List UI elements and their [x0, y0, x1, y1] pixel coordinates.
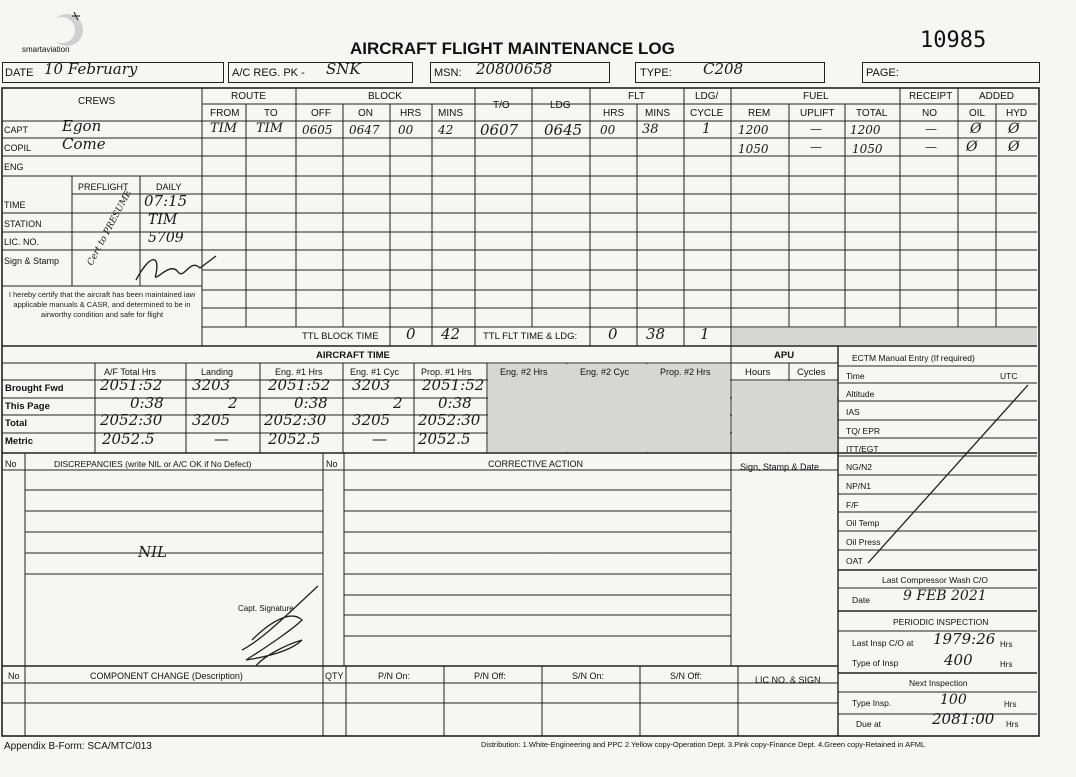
comp-desc-header: COMPONENT CHANGE (Description) — [90, 671, 243, 681]
this-page-label: This Page — [5, 401, 50, 412]
tot-prop1: 2052:30 — [418, 411, 481, 429]
tp-eng1-hrs: 0:38 — [294, 394, 328, 412]
comp-pn-off-header: P/N Off: — [474, 671, 506, 681]
apu-hours-header: Hours — [745, 367, 771, 378]
ectm-ff: F/F — [846, 500, 859, 510]
bf-prop1: 2051:52 — [422, 376, 485, 394]
aircraft-time-title: AIRCRAFT TIME — [316, 350, 390, 361]
corrective-no-header: No — [326, 459, 338, 469]
uplift-header: UPLIFT — [800, 108, 835, 119]
row1-to: TIM — [256, 121, 284, 136]
last-insp-hrs: Hrs — [1000, 640, 1013, 649]
met-prop1: 2052.5 — [418, 430, 471, 448]
station-value: TIM — [148, 212, 178, 228]
brought-fwd-label: Brought Fwd — [5, 383, 64, 394]
due-at-value: 2081:00 — [932, 710, 995, 728]
flt-header: FLT — [628, 91, 646, 102]
last-insp-label: Last Insp C/O at — [852, 638, 914, 648]
met-landing: — — [214, 430, 229, 448]
due-at-label: Due at — [856, 719, 882, 729]
receipt-header: RECEIPT — [909, 91, 953, 102]
row1-oil: Ø — [970, 121, 982, 137]
off-header: OFF — [311, 108, 331, 119]
ttl-ldg: 1 — [700, 325, 710, 343]
on-header: ON — [358, 108, 373, 119]
comp-sn-off-header: S/N Off: — [670, 671, 702, 681]
sign-stamp-date-header: Sign, Stamp & Date — [740, 462, 820, 472]
row2-uplift: — — [810, 140, 822, 154]
met-af: 2052.5 — [102, 430, 155, 448]
periodic-title: PERIODIC INSPECTION — [893, 617, 989, 627]
total-header: TOTAL — [856, 108, 888, 119]
ttl-block-mins: 42 — [441, 325, 461, 343]
row2-oil: Ø — [966, 139, 978, 155]
ectm-oil-press: Oil Press — [846, 537, 881, 547]
tp-prop1: 0:38 — [438, 394, 472, 412]
lic-value: 5709 — [148, 230, 184, 246]
landing-header: LDG — [550, 100, 571, 111]
stamp-text: Cert to PRESUME — [85, 188, 135, 268]
date-value: 10 February — [44, 60, 138, 78]
date-label: DATE — [5, 67, 34, 79]
to-header: TO — [264, 108, 278, 119]
total-label: Total — [5, 418, 27, 429]
bf-landing: 3203 — [192, 376, 231, 394]
capt-signature-label: Capt. Signature — [238, 604, 294, 613]
time-value: 07:15 — [144, 192, 188, 210]
col-prop2-hrs: Prop. #2 Hrs — [660, 367, 711, 377]
ectm-altitude: Altitude — [846, 389, 875, 399]
ectm-itt: ITT/EGT — [846, 444, 879, 454]
col-eng2-cyc: Eng. #2 Cyc — [580, 367, 630, 377]
row1-landing: 0645 — [544, 121, 583, 139]
bf-eng1-cyc: 3203 — [352, 376, 391, 394]
capt-label: CAPT — [4, 125, 29, 135]
row1-receipt: — — [925, 122, 937, 136]
captain-signature-icon — [232, 580, 324, 672]
col-landing: Landing — [201, 367, 234, 377]
comp-qty-header: QTY — [325, 671, 344, 681]
lic-label: LIC. NO. — [4, 237, 40, 247]
copil-value: Come — [62, 135, 106, 153]
copil-label: COPIL — [4, 143, 32, 153]
col-af-total: A/F Total Hrs — [104, 367, 156, 377]
tot-eng1-cyc: 3205 — [352, 411, 391, 429]
type-insp-label: Type of Insp — [852, 658, 899, 668]
block-header: BLOCK — [368, 91, 402, 102]
col-prop1-hrs: Prop. #1 Hrs — [421, 367, 472, 377]
receipt-no-header: NO — [922, 108, 937, 119]
tp-landing: 2 — [228, 394, 238, 412]
daily-label: DAILY — [156, 182, 182, 192]
next-insp-title: Next Inspection — [909, 678, 968, 688]
bf-eng1-hrs: 2051:52 — [268, 376, 331, 394]
wash-title: Last Compressor Wash C/O — [882, 575, 988, 585]
ttl-flt-label: TTL FLT TIME & LDG: — [483, 331, 578, 342]
preflight-label: PREFLIGHT — [78, 182, 129, 192]
met-eng1-hrs: 2052.5 — [268, 430, 321, 448]
tp-eng1-cyc: 2 — [393, 394, 403, 412]
row1-uplift: — — [810, 122, 822, 136]
eng-label: ENG — [4, 162, 24, 172]
takeoff-header: T/O — [493, 100, 510, 111]
ectm-utc-label: UTC — [1000, 371, 1018, 381]
crews-header: CREWS — [78, 96, 116, 107]
ectm-oat: OAT — [846, 556, 863, 566]
comp-no-header: No — [8, 671, 20, 681]
col-eng1-hrs: Eng. #1 Hrs — [275, 367, 323, 377]
row2-rem: 1050 — [738, 142, 769, 156]
row1-mins: 42 — [438, 123, 454, 137]
metric-label: Metric — [5, 436, 33, 447]
type-insp-hrs: Hrs — [1000, 660, 1013, 669]
wash-date-value: 9 FEB 2021 — [903, 588, 987, 604]
wash-date-label: Date — [852, 595, 870, 605]
page-label: PAGE: — [866, 67, 899, 79]
added-header: ADDED — [979, 91, 1015, 102]
logo-text: smartaviation — [22, 45, 70, 54]
row1-from: TIM — [210, 121, 238, 136]
ectm-oil-temp: Oil Temp — [846, 518, 880, 528]
row1-cycle: 1 — [702, 121, 711, 137]
row1-rem: 1200 — [738, 123, 769, 137]
due-at-hrs: Hrs — [1006, 720, 1019, 729]
sign-stamp-label: Sign & Stamp — [4, 256, 60, 266]
ectm-title: ECTM Manual Entry (If required) — [852, 353, 975, 363]
rem-header: REM — [748, 108, 771, 119]
ectm-ng: NG/N2 — [846, 462, 872, 472]
acreg-value: SNK — [326, 60, 361, 78]
tot-landing: 3205 — [192, 411, 231, 429]
type-insp-value: 400 — [944, 651, 973, 669]
ectm-np: NP/N1 — [846, 481, 872, 491]
row2-receipt: — — [925, 140, 937, 154]
ldg-header: LDG/ — [695, 91, 719, 102]
col-eng1-cyc: Eng. #1 Cyc — [350, 367, 400, 377]
row1-hyd: Ø — [1008, 121, 1020, 137]
form-number: Appendix B-Form: SCA/MTC/013 — [4, 741, 152, 752]
col-eng2-hrs: Eng. #2 Hrs — [500, 367, 548, 377]
last-insp-value: 1979:26 — [933, 630, 996, 648]
serial-number: 10985 — [920, 28, 987, 53]
distribution-note: Distribution: 1.White-Engineering and PPC 2.Yellow copy-Operation Dept. 3.Pink copy-Finance Dept. 4.Green copy-Retained in AFML — [481, 740, 926, 749]
preflight-signature-icon — [130, 250, 220, 290]
ectm-tq: TQ/ EPR — [846, 426, 881, 436]
type-label: TYPE: — [640, 67, 672, 79]
row1-takeoff: 0607 — [480, 121, 519, 139]
from-header: FROM — [210, 108, 240, 119]
disc-no-header: No — [5, 459, 17, 469]
mins-header: MINS — [438, 108, 463, 119]
certification-text: I hereby certify that the aircraft has been maintained iaw applicable manuals & CASR, and determined to be in airworthy condition and safe for flight — [8, 290, 196, 319]
hrs-header: HRS — [400, 108, 422, 119]
row1-total: 1200 — [850, 123, 881, 137]
msn-value: 20800658 — [476, 60, 553, 78]
type-value: C208 — [703, 60, 744, 78]
corrective-entry: — — [540, 543, 555, 561]
ttl-flt-hrs: 0 — [608, 325, 618, 343]
next-type-label: Type Insp. — [852, 698, 892, 708]
flt-mins-header: MINS — [645, 108, 670, 119]
ectm-time-label: Time — [846, 371, 865, 381]
oil-header: OIL — [969, 108, 986, 119]
next-type-hrs: Hrs — [1004, 700, 1017, 709]
ttl-flt-mins: 38 — [646, 325, 666, 343]
msn-label: MSN: — [434, 67, 462, 79]
tot-eng1-hrs: 2052:30 — [264, 411, 327, 429]
hyd-header: HYD — [1006, 108, 1028, 119]
ttl-block-hrs: 0 — [406, 325, 416, 343]
ectm-ias: IAS — [846, 407, 860, 417]
station-label: STATION — [4, 219, 42, 229]
apu-cycles-header: Cycles — [797, 367, 826, 378]
row2-total: 1050 — [852, 142, 883, 156]
row2-hyd: Ø — [1008, 139, 1020, 155]
met-eng1-cyc: — — [372, 430, 387, 448]
tot-af: 2052:30 — [100, 411, 163, 429]
discrepancies-header: DISCREPANCIES (write NIL or A/C OK if No Defect) — [54, 459, 252, 469]
corrective-action-header: CORRECTIVE ACTION — [488, 459, 584, 469]
acreg-label: A/C REG. PK - — [232, 67, 305, 79]
next-type-value: 100 — [940, 692, 967, 708]
row1-hrs: 00 — [398, 123, 414, 137]
page-title: AIRCRAFT FLIGHT MAINTENANCE LOG — [350, 39, 675, 58]
comp-lic-sign-header: LIC NO. & SIGN — [755, 675, 821, 685]
time-label: TIME — [4, 200, 26, 210]
discrepancy-entry: NIL — [138, 543, 168, 561]
flt-hrs-header: HRS — [603, 108, 625, 119]
row1-flt-hrs: 00 — [600, 123, 616, 137]
apu-title: APU — [774, 350, 795, 361]
row1-on: 0647 — [349, 123, 380, 137]
row1-flt-mins: 38 — [642, 122, 659, 137]
cycle-header: CYCLE — [690, 108, 724, 119]
comp-pn-on-header: P/N On: — [378, 671, 411, 681]
ttl-block-label: TTL BLOCK TIME — [302, 331, 379, 342]
comp-sn-on-header: S/N On: — [572, 671, 605, 681]
tp-af: 0:38 — [130, 394, 164, 412]
route-header: ROUTE — [231, 91, 266, 102]
row1-off: 0605 — [302, 123, 333, 137]
capt-value: Egon — [62, 117, 102, 135]
fuel-header: FUEL — [803, 91, 829, 102]
bf-af: 2051:52 — [100, 376, 163, 394]
